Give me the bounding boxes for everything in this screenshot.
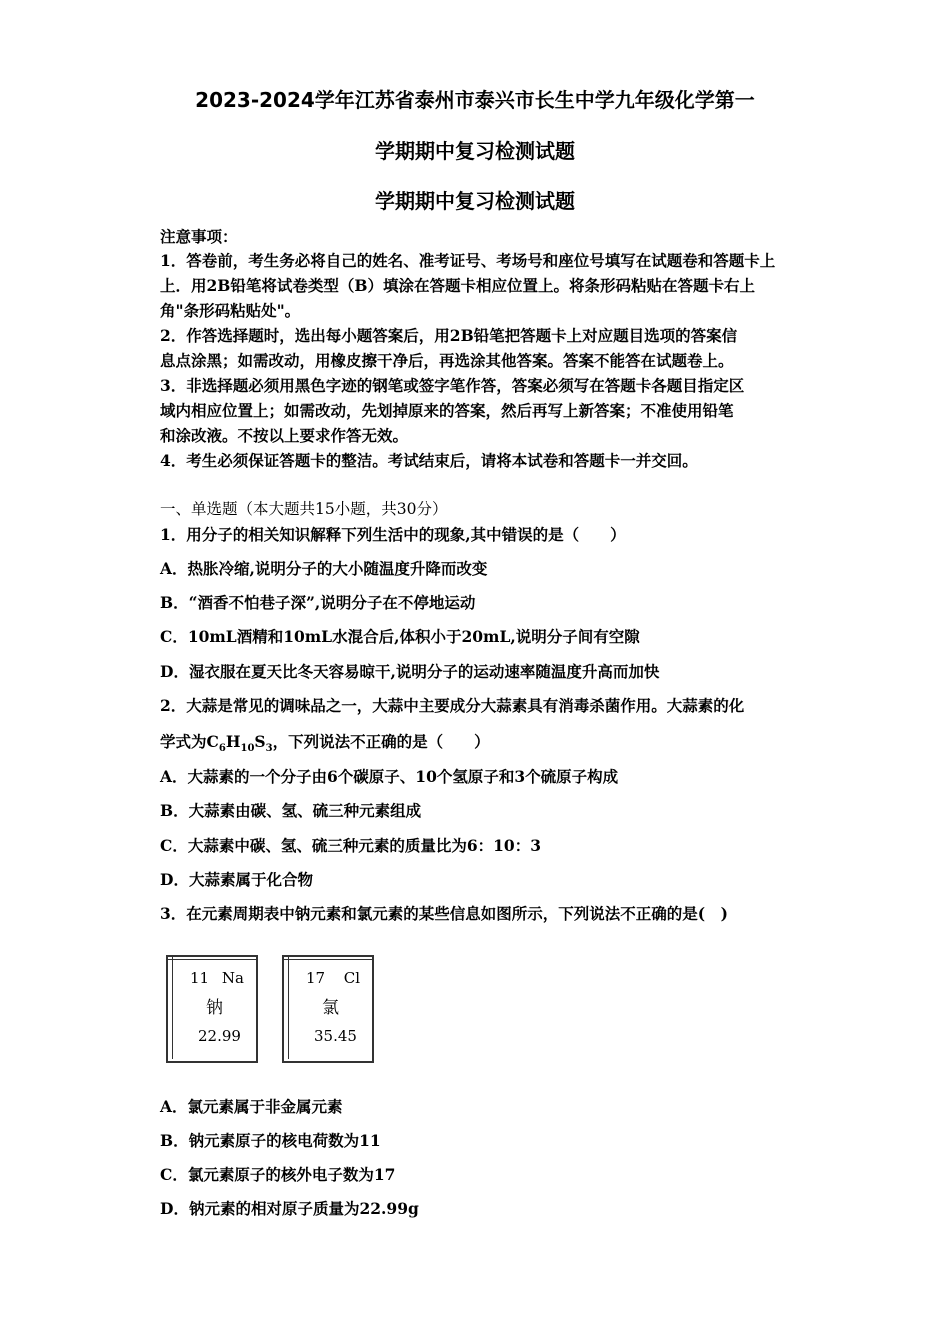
question-3-stem: 3．在元素周期表中钠元素和氯元素的某些信息如图所示，下列说法不正确的是( ) — [160, 904, 728, 923]
question-1-stem: 1．用分子的相关知识解释下列生活中的现象,其中错误的是（ ） — [160, 525, 626, 544]
atomic-mass: 22.99 — [198, 1027, 241, 1045]
question-1-option-b: B．“酒香不怕巷子深”,说明分子在不停地运动 — [160, 593, 476, 612]
question-2-option-b: B．大蒜素由碳、氢、硫三种元素组成 — [160, 801, 422, 820]
element-card-chlorine — [282, 955, 374, 1063]
element-name: 钠 — [206, 998, 223, 1018]
formula-element: C — [206, 732, 219, 751]
question-3-option-b: B．钠元素原子的核电荷数为11 — [160, 1131, 381, 1150]
notice-line: 3．非选择题必须用黑色字迹的钢笔或签字笔作答，答案必须写在答题卡各题目指定区 — [160, 376, 745, 395]
element-symbol: Na — [221, 969, 244, 987]
question-2-stem-1: 2．大蒜是常见的调味品之一，大蒜中主要成分大蒜素具有消毒杀菌作用。大蒜素的化 — [160, 696, 745, 715]
question-2-option-c: C．大蒜素中碳、氢、硫三种元素的质量比为6：10：3 — [160, 836, 541, 855]
formula-element: S — [254, 732, 266, 751]
title-line-3: 学期期中复习检测试题 — [375, 189, 575, 213]
formula-subscript: 6 — [218, 743, 226, 755]
question-2-option-a: A．大蒜素的一个分子由6个碳原子、10个氢原子和3个硫原子构成 — [160, 767, 619, 786]
notice-line: 1．答卷前，考生务必将自己的姓名、准考证号、考场号和座位号填写在试题卷和答题卡上 — [160, 251, 776, 270]
question-1-option-c: C．10mL酒精和10mL水混合后,体积小于20mL,说明分子间有空隙 — [160, 627, 640, 646]
question-1-option-a: A．热胀冷缩,说明分子的大小随温度升降而改变 — [160, 559, 488, 578]
notice-line: 和涂改液。不按以上要求作答无效。 — [160, 426, 409, 445]
notice-line: 角"条形码粘贴处"。 — [160, 301, 301, 320]
atomic-mass: 35.45 — [314, 1027, 357, 1045]
question-3-option-c: C．氯元素原子的核外电子数为17 — [160, 1165, 396, 1184]
question-3-option-d: D．钠元素的相对原子质量为22.99g — [160, 1199, 419, 1218]
atomic-number: 11 — [190, 969, 210, 987]
formula-subscript: 3 — [265, 743, 273, 755]
atomic-number: 17 — [306, 969, 326, 987]
question-2-stem-2 — [160, 731, 490, 760]
notice-heading: 注意事项： — [160, 227, 238, 246]
question-1-option-d: D．湿衣服在夏天比冬天容易晾干,说明分子的运动速率随温度升高而加快 — [160, 662, 660, 681]
element-card-sodium — [166, 955, 258, 1063]
notice-line: 2．作答选择题时，选出每小题答案后，用2B铅笔把答题卡上对应题目选项的答案信 — [160, 326, 738, 345]
title-line-2: 学期期中复习检测试题 — [375, 139, 575, 163]
element-symbol: Cl — [343, 969, 360, 987]
notice-line: 域内相应位置上；如需改动，先划掉原来的答案，然后再写上新答案；不准使用铅笔 — [160, 401, 734, 420]
notice-line: 息点涂黑；如需改动，用橡皮擦干净后，再选涂其他答案。答案不能答在试题卷上。 — [160, 351, 734, 370]
section-heading: 一、单选题（本大题共15小题，共30分） — [160, 500, 448, 518]
notice-line: 上．用2B铅笔将试卷类型（B）填涂在答题卡相应位置上。将条形码粘贴在答题卡右上 — [160, 276, 755, 295]
stem-text: 学式为 — [160, 732, 207, 751]
question-2-option-d: D．大蒜素属于化合物 — [160, 870, 313, 889]
notice-line: 4．考生必须保证答题卡的整洁。考试结束后，请将本试卷和答题卡一并交回。 — [160, 451, 698, 470]
formula-subscript: 10 — [240, 743, 255, 755]
stem-text: ，下列说法不正确的是（ ） — [272, 732, 490, 751]
question-3-option-a: A．氯元素属于非金属元素 — [160, 1097, 343, 1116]
element-name: 氯 — [322, 998, 339, 1018]
formula-element: H — [225, 732, 241, 751]
title-line-1: 2023-2024学年江苏省泰州市泰兴市长生中学九年级化学第一 — [195, 88, 755, 112]
